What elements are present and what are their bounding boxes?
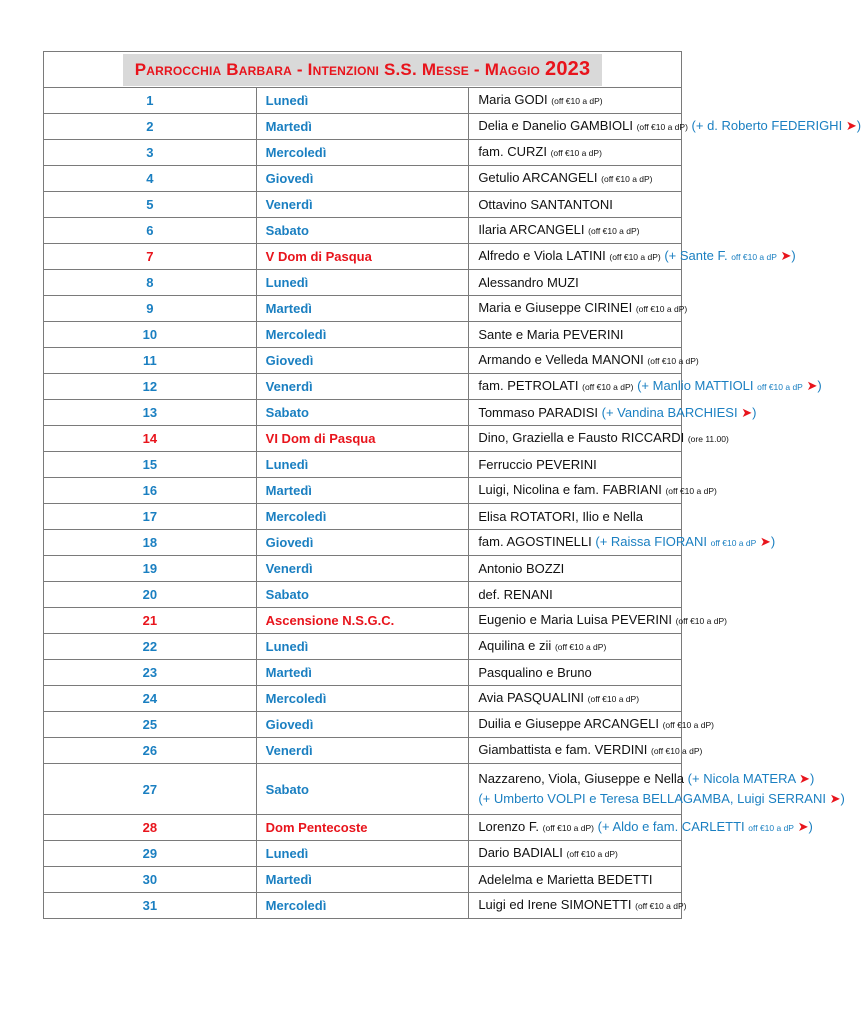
offering-note: (off €10 a dP)	[551, 96, 603, 106]
table-row	[44, 608, 682, 634]
day-number: 7	[44, 244, 257, 270]
intention-cell	[469, 738, 703, 764]
additional-close: )	[817, 378, 822, 393]
arrow-icon: ➤	[741, 404, 753, 420]
day-name: Lunedì	[256, 88, 469, 114]
table-row	[44, 686, 682, 712]
page-title	[123, 54, 603, 86]
day-number: 24	[44, 686, 257, 712]
additional-intention-text: (+ d. Roberto FEDERIGHI	[691, 118, 843, 133]
day-name: Sabato	[256, 400, 469, 426]
day-name: Sabato	[256, 764, 469, 815]
day-name: Martedì	[256, 296, 469, 322]
table-row	[44, 815, 682, 841]
additional-intention-text: (+ Nicola MATERA	[687, 771, 796, 786]
offering-note: (off €10 a dP)	[635, 304, 688, 314]
table-row	[44, 764, 682, 815]
offering-note: (ore 11.00)	[687, 434, 729, 444]
additional-intention-line2-text: (+ Umberto VOLPI e Teresa BELLAGAMBA, Luigi SERRANI	[478, 791, 826, 806]
intention-cell	[469, 218, 682, 244]
table-row	[44, 140, 682, 166]
intention-cell	[469, 114, 861, 140]
intention-cell	[469, 504, 682, 530]
offering-note: (off €10 a dP)	[554, 642, 607, 652]
intention-name: Maria GODI	[478, 92, 548, 107]
title-row	[44, 52, 682, 88]
day-name: Martedì	[256, 478, 469, 504]
intention-cell	[469, 841, 682, 867]
intention-name: Alessandro MUZI	[478, 274, 579, 290]
intention-cell	[469, 686, 682, 712]
table-row	[44, 556, 682, 582]
intention-name: Ferruccio PEVERINI	[478, 456, 597, 472]
intention-name: Aquilina e zii	[478, 638, 552, 653]
table-row	[44, 192, 682, 218]
offering-note: (off €10 a dP)	[636, 122, 688, 132]
day-name: Martedì	[256, 114, 469, 140]
table-row	[44, 114, 682, 140]
day-number: 29	[44, 841, 257, 867]
day-name: Venerdì	[256, 192, 469, 218]
day-name: Sabato	[256, 218, 469, 244]
intention-name: Elisa ROTATORI, Ilio e Nella	[478, 508, 644, 524]
intention-cell	[469, 478, 717, 504]
arrow-icon: ➤	[797, 819, 809, 834]
arrow-icon: ➤	[829, 791, 841, 806]
day-number: 18	[44, 530, 257, 556]
additional-intention	[637, 378, 822, 393]
day-number: 30	[44, 867, 257, 893]
day-name: Giovedì	[256, 712, 469, 738]
additional-close: )	[809, 771, 815, 786]
offering-note: (off €10 a dP)	[609, 252, 661, 262]
intention-name: def. RENANI	[478, 586, 553, 602]
day-number: 15	[44, 452, 257, 478]
intention-cell	[469, 270, 682, 296]
day-name: Giovedì	[256, 530, 469, 556]
day-number: 21	[44, 608, 257, 634]
day-number: 22	[44, 634, 257, 660]
additional-intention	[602, 405, 757, 420]
table-row	[44, 374, 682, 400]
additional-close: )	[770, 534, 776, 549]
day-name: Lunedì	[256, 841, 469, 867]
day-number: 12	[44, 374, 257, 400]
table-row	[44, 893, 682, 919]
intention-name: Sante e Maria PEVERINI	[478, 326, 624, 342]
additional-intention	[595, 534, 775, 549]
intention-name: fam. PETROLATI	[478, 378, 579, 393]
intention-name: Tommaso PARADISI	[478, 404, 598, 420]
title-main: Parrocchia Barbara - Intenzioni S.S. Messe - Maggio	[134, 59, 541, 79]
day-number: 14	[44, 426, 257, 452]
intention-name: Antonio BOZZI	[478, 560, 565, 576]
additional-intention-text: (+ Vandina BARCHIESI	[601, 404, 738, 420]
offering-note: (off €10 a dP)	[566, 849, 618, 859]
additional-intention-line2	[478, 791, 845, 806]
additional-intention	[692, 118, 861, 133]
day-name: Venerdì	[256, 738, 469, 764]
table-row	[44, 841, 682, 867]
additional-intention	[688, 771, 815, 786]
table-row	[44, 88, 682, 114]
day-number: 26	[44, 738, 257, 764]
table-row	[44, 166, 682, 192]
arrow-icon: ➤	[759, 534, 771, 549]
intention-cell	[469, 374, 822, 400]
additional-intention-text: (+ Aldo e fam. CARLETTI	[597, 819, 745, 834]
intention-cell	[469, 400, 757, 426]
intention-name: Lorenzo F.	[478, 819, 540, 834]
table-row	[44, 400, 682, 426]
intention-cell	[469, 764, 845, 815]
table-row	[44, 478, 682, 504]
title-year: 2023	[545, 57, 591, 80]
additional-intention	[664, 248, 795, 263]
day-number: 10	[44, 322, 257, 348]
intention-name: fam. CURZI	[478, 144, 547, 159]
intention-cell	[469, 634, 682, 660]
offering-note: (off €10 a dP)	[675, 616, 727, 626]
day-number: 5	[44, 192, 257, 218]
additional-offering-note: off €10 a dP	[757, 382, 803, 392]
intention-cell	[469, 608, 727, 634]
intention-cell	[469, 867, 682, 893]
table-row	[44, 296, 682, 322]
day-number: 9	[44, 296, 257, 322]
mass-intentions-sheet	[43, 51, 861, 919]
intention-cell	[469, 348, 699, 374]
table-row	[44, 504, 682, 530]
offering-note: (off €10 a dP)	[587, 694, 640, 704]
intention-cell	[469, 192, 682, 218]
day-number: 19	[44, 556, 257, 582]
day-number: 4	[44, 166, 257, 192]
intention-name: Alfredo e Viola LATINI	[478, 248, 606, 263]
offering-note: (off €10 a dP)	[662, 720, 714, 730]
offering-note: (off €10 a dP)	[542, 823, 594, 833]
intention-name: Duilia e Giuseppe ARCANGELI	[478, 716, 659, 731]
intention-cell	[469, 452, 682, 478]
intention-name: Nazzareno, Viola, Giuseppe e Nella	[478, 771, 685, 786]
day-number: 17	[44, 504, 257, 530]
table-row	[44, 712, 682, 738]
intention-cell	[469, 426, 729, 452]
day-name: Ascensione N.S.G.C.	[256, 608, 469, 634]
day-name: Martedì	[256, 660, 469, 686]
day-name: Giovedì	[256, 348, 469, 374]
additional-intention-text: (+ Raissa FIORANI	[595, 534, 707, 549]
intention-cell	[469, 815, 813, 841]
intention-cell	[469, 582, 682, 608]
intention-cell	[469, 712, 714, 738]
table-row	[44, 244, 682, 270]
table-row	[44, 634, 682, 660]
day-number: 8	[44, 270, 257, 296]
day-name: Mercoledì	[256, 893, 469, 919]
intention-name: Delia e Danelio GAMBIOLI	[478, 118, 633, 133]
table-row	[44, 348, 682, 374]
offering-note: (off €10 a dP)	[550, 148, 602, 158]
day-number: 23	[44, 660, 257, 686]
additional-intention-text: (+ Sante F.	[664, 248, 728, 263]
day-number: 2	[44, 114, 257, 140]
intention-name: Giambattista e fam. VERDINI	[478, 742, 648, 757]
intention-cell	[469, 296, 688, 322]
arrow-icon: ➤	[799, 771, 810, 786]
day-name: Lunedì	[256, 634, 469, 660]
day-number: 31	[44, 893, 257, 919]
additional-close: )	[856, 118, 861, 133]
table-row	[44, 426, 682, 452]
day-name: Lunedì	[256, 452, 469, 478]
intention-cell	[469, 166, 682, 192]
intention-cell	[469, 244, 796, 270]
day-name: Martedì	[256, 867, 469, 893]
offering-note: (off €10 a dP)	[601, 174, 653, 184]
day-number: 13	[44, 400, 257, 426]
day-name: Venerdì	[256, 374, 469, 400]
intention-name: Armando e Velleda MANONI	[478, 352, 644, 367]
offering-note: (off €10 a dP)	[635, 901, 687, 911]
day-number: 16	[44, 478, 257, 504]
table-row	[44, 530, 682, 556]
arrow-icon: ➤	[780, 248, 792, 263]
intentions-table	[43, 51, 861, 919]
arrow-icon: ➤	[845, 118, 857, 133]
intention-name: Ilaria ARCANGELI	[478, 222, 585, 237]
offering-note: (off €10 a dP)	[651, 746, 703, 756]
day-number: 11	[44, 348, 257, 374]
day-number: 28	[44, 815, 257, 841]
offering-note: (off €10 a dP)	[665, 486, 717, 496]
intention-name: fam. AGOSTINELLI	[478, 534, 592, 549]
intention-name: Luigi, Nicolina e fam. FABRIANI	[478, 482, 662, 497]
intention-name: Maria e Giuseppe CIRINEI	[478, 300, 633, 315]
table-row	[44, 867, 682, 893]
title-cell	[44, 52, 682, 88]
table-row	[44, 738, 682, 764]
intention-name: Getulio ARCANGELI	[478, 170, 598, 185]
day-name: V Dom di Pasqua	[256, 244, 469, 270]
day-name: Dom Pentecoste	[256, 815, 469, 841]
day-number: 3	[44, 140, 257, 166]
offering-note: (off €10 a dP)	[647, 356, 699, 366]
intention-name: Pasqualino e Bruno	[478, 664, 592, 680]
intention-cell	[469, 322, 682, 348]
day-number: 1	[44, 88, 257, 114]
intention-cell	[469, 556, 682, 582]
intention-cell	[469, 140, 682, 166]
intention-name: Dino, Graziella e Fausto RICCARDI	[478, 430, 685, 445]
intention-name: Dario BADIALI	[478, 845, 563, 860]
additional-close: )	[808, 819, 813, 834]
intention-cell	[469, 530, 776, 556]
arrow-icon: ➤	[806, 378, 818, 393]
day-number: 27	[44, 764, 257, 815]
intention-name: Avia PASQUALINI	[478, 690, 585, 705]
table-row	[44, 322, 682, 348]
offering-note: (off €10 a dP)	[582, 382, 634, 392]
additional-close: )	[791, 248, 796, 263]
offering-note: (off €10 a dP)	[588, 226, 640, 236]
intention-name: Luigi ed Irene SIMONETTI	[478, 897, 632, 912]
intention-name: Eugenio e Maria Luisa PEVERINI	[478, 612, 672, 627]
day-number: 6	[44, 218, 257, 244]
table-row	[44, 660, 682, 686]
intention-cell	[469, 660, 682, 686]
additional-close: )	[752, 404, 757, 420]
intention-name: Ottavino SANTANTONI	[478, 196, 613, 212]
day-name: Sabato	[256, 582, 469, 608]
additional-intention	[598, 819, 813, 834]
intention-name: Adelelma e Marietta BEDETTI	[478, 871, 653, 887]
day-name: Lunedì	[256, 270, 469, 296]
day-number: 25	[44, 712, 257, 738]
additional-intention-text: (+ Manlio MATTIOLI	[637, 378, 754, 393]
day-name: Mercoledì	[256, 322, 469, 348]
table-row	[44, 452, 682, 478]
day-name: Venerdì	[256, 556, 469, 582]
day-name: VI Dom di Pasqua	[256, 426, 469, 452]
day-number: 20	[44, 582, 257, 608]
additional-offering-note: off €10 a dP	[731, 252, 777, 262]
day-name: Giovedì	[256, 166, 469, 192]
day-name: Mercoledì	[256, 140, 469, 166]
table-row	[44, 270, 682, 296]
table-row	[44, 582, 682, 608]
intention-cell	[469, 893, 687, 919]
intention-cell	[469, 88, 682, 114]
table-row	[44, 218, 682, 244]
additional-close: )	[840, 791, 845, 806]
day-name: Mercoledì	[256, 686, 469, 712]
day-name: Mercoledì	[256, 504, 469, 530]
additional-offering-note: off €10 a dP	[748, 823, 794, 833]
additional-offering-note: off €10 a dP	[710, 538, 757, 548]
